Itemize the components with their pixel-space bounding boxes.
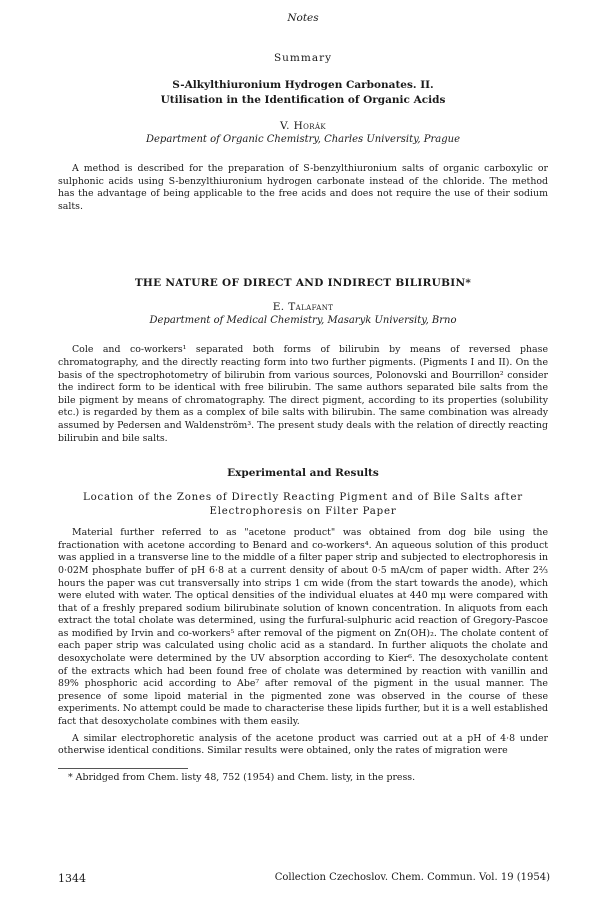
body-paragraph-1: Material further referred to as "acetone product" was obtained from dog bile using the fractionation with acetone according to Benard and co-workers⁴. An aqueous solution of this product was applied in a transverse line to the middle of a filter paper strip and subjected to electrophoresis in 0·02M phosphate buffer of pH 6·8 at a current density of about 0·5 mA/cm of paper width. After 2⅔ hours the paper was cut transversally into strips 1 cm wide (from the start towards the anode), which were eluted with water. The optical densities of the individual eluates at 440 mμ were compared with that of a freshly prepared sodium bilirubinate solution of known concentration. In aliquots from each extract the total cholate was determined, using the furfural-sulphuric acid reaction of Gregory-Pascoe as modified by Irvin and co-workers⁵ after removal of the pigment on Zn(OH)₂. The cholate content of each paper strip was calculated using cholic acid as a standard. In further aliquots the cholate and desoxycholate were determined by the UV absorption according to Kier⁶. The desoxycholate content of the extracts which had been found free of cholate was determined by reaction with vanillin and 89% phosphoric acid according to Abe⁷ after removal of the pigment in the usual manner. The presence of some lipoid material in the pigmented zone was observed in the course of these experiments. No attempt could be made to characterise these lipids further, but it is a well established fact that desoxycholate combines with them easily. <box>58 527 548 728</box>
journal-citation: Collection Czechoslov. Chem. Commun. Vol. 19 (1954) <box>274 872 550 883</box>
page <box>58 12 548 783</box>
article-affiliation: Department of Medical Chemistry, Masaryk University, Brno <box>149 315 457 327</box>
subsection-line1: Location of the Zones of Directly Reacting Pigment and of Bile Salts after <box>83 492 523 504</box>
footnote-rule <box>58 768 188 769</box>
article-author-initial: E. <box>272 301 289 314</box>
subsection-line2: Electrophoresis on Filter Paper <box>209 506 397 518</box>
summary-author <box>58 120 548 132</box>
article-author-surname: Talafant <box>288 301 334 314</box>
article-intro: Cole and co-workers¹ separated both forms of bilirubin by means of reversed phase chromatography, and the directly reacting form into two further pigments. (Pigments I and II). On the basis of the spectrophotometry of bilirubin from various sources, Polonovski and Bourrillon² consider the indirect form to be identical with free bilirubin. The same authors separated bile salts from the bile pigment by means of chromatography. The direct pigment, according to its properties (solubility etc.) is regarded by them as a complex of bile salts with bilirubin. The same combination was already assumed by Pedersen and Waldenström³. The present study deals with the relation of directly reacting bilirubin and bile salts. <box>58 344 548 444</box>
running-head: Notes <box>287 12 319 24</box>
summary-label: Summary <box>273 52 333 64</box>
footnote: * Abridged from Chem. listy 48, 752 (1954) and Chem. listy, in the press. <box>68 771 416 783</box>
section-heading: Experimental and Results <box>227 467 379 480</box>
summary-title-line2: Utilisation in the Identification of Organic Acids <box>160 94 446 106</box>
summary-title-line1: S-Alkylthiuronium Hydrogen Carbonates. II. <box>172 79 434 91</box>
body-paragraph-2: A similar electrophoretic analysis of the acetone product was carried out at a pH of 4·8 under otherwise identical conditions. Similar results were obtained, only the rates of migration were <box>58 732 548 757</box>
summary-author-initial: V. <box>279 120 294 132</box>
page-number: 1344 <box>58 872 86 885</box>
summary-abstract: A method is described for the preparation of S-benzylthiuronium salts of organic carboxylic or sulphonic acids using S-benzylthiuronium hydrogen carbonate instead of the chloride. The method has the advantage of being applicable to the free acids and does not require the use of their sodium salts. <box>58 163 548 212</box>
subsection-heading <box>58 491 548 519</box>
summary-author-surname: Horák <box>293 120 327 132</box>
article-author <box>58 301 548 313</box>
article-title: THE NATURE OF DIRECT AND INDIRECT BILIRUBIN* <box>134 277 472 290</box>
summary-affiliation: Department of Organic Chemistry, Charles University, Prague <box>145 134 461 145</box>
